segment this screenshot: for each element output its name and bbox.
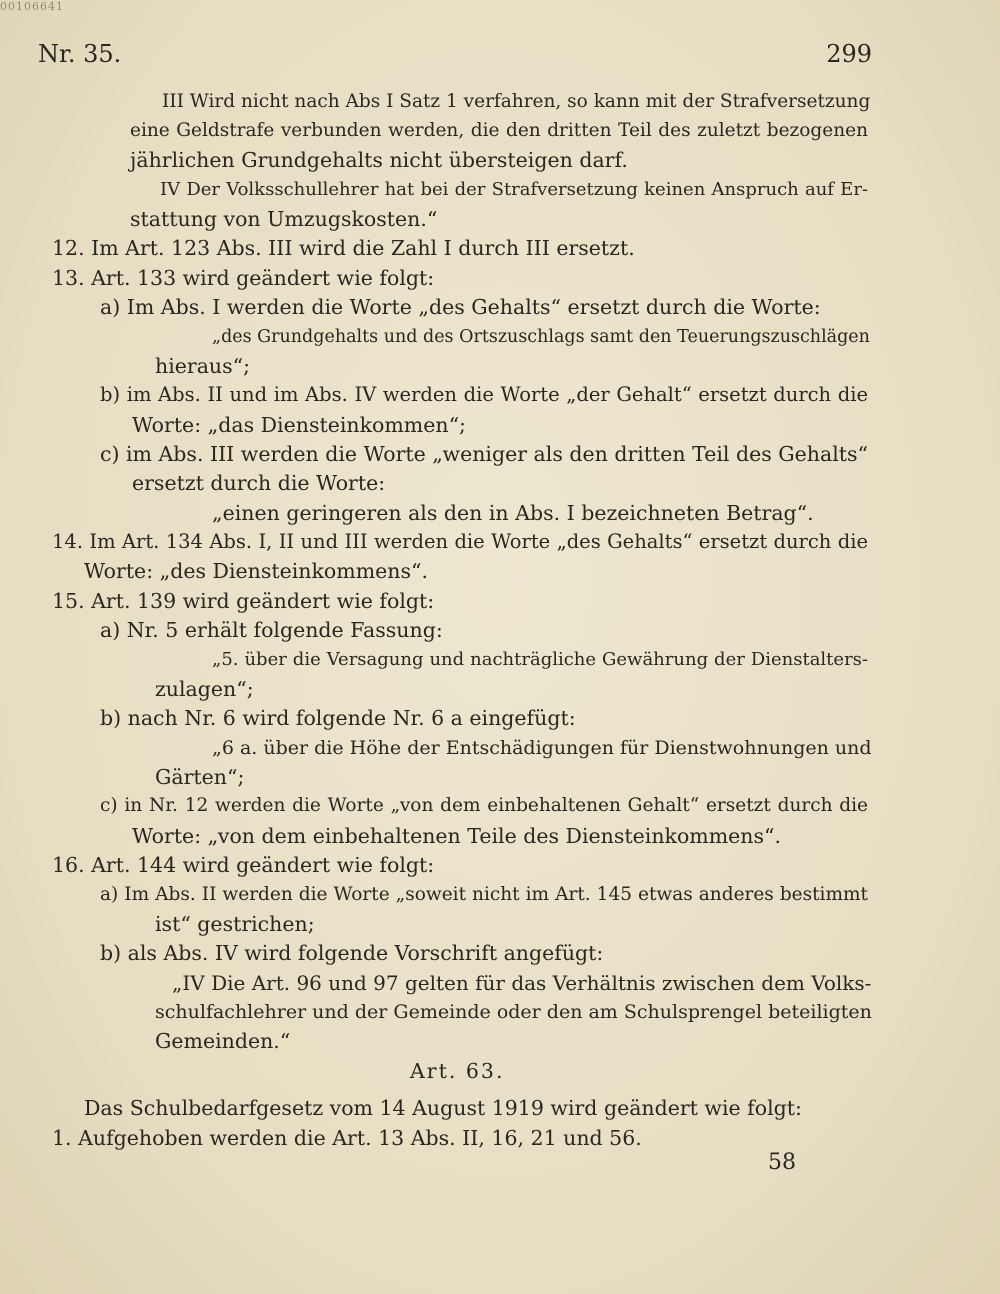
text-line: Worte: „das Diensteinkommen“; <box>132 413 466 437</box>
list-item-13: 13. Art. 133 wird geändert wie folgt: <box>52 266 435 290</box>
text-line: Gemeinden.“ <box>155 1029 291 1053</box>
text-line: III Wird nicht nach Abs I Satz 1 verfahren, so kann mit der Strafversetzung <box>162 91 871 112</box>
text-line: „5. über die Versagung und nachträgliche Gewährung der Dienstalters- <box>212 649 868 670</box>
signature-mark: 58 <box>768 1150 796 1175</box>
text-line: a) Nr. 5 erhält folgende Fassung: <box>100 618 443 642</box>
text-line: „einen geringeren als den in Abs. I bezeichneten Betrag“. <box>212 501 814 525</box>
text-line: b) als Abs. IV wird folgende Vorschrift angefügt: <box>100 941 604 965</box>
text-line: „des Grundgehalts und des Ortszuschlags samt den Teuerungszuschlägen <box>212 327 870 347</box>
text-line: b) im Abs. II und im Abs. IV werden die Worte „der Gehalt“ ersetzt durch die <box>100 383 868 406</box>
text-line: a) Im Abs. II werden die Worte „soweit nicht im Art. 145 etwas anderes bestimmt <box>100 884 868 905</box>
list-item-16: 16. Art. 144 wird geändert wie folgt: <box>52 853 435 877</box>
text-line: „IV Die Art. 96 und 97 gelten für das Verhältnis zwischen dem Volks- <box>172 971 872 995</box>
text-line: zulagen“; <box>155 677 254 701</box>
text-line: ist“ gestrichen; <box>155 912 315 936</box>
text-line: IV Der Volksschullehrer hat bei der Strafversetzung keinen Anspruch auf Er- <box>160 179 868 200</box>
text-line: „6 a. über die Höhe der Entschädigungen für Dienstwohnungen und <box>212 737 872 759</box>
text-line: Worte: „von dem einbehaltenen Teile des Diensteinkommens“. <box>132 824 782 848</box>
page-number: 299 <box>826 40 872 68</box>
text-line: schulfachlehrer und der Gemeinde oder den am Schulsprengel beteiligten <box>155 1001 872 1023</box>
text-line: hieraus“; <box>155 354 251 378</box>
text-line: c) in Nr. 12 werden die Worte „von dem einbehaltenen Gehalt“ ersetzt durch die <box>100 795 868 816</box>
text-line: ersetzt durch die Worte: <box>132 471 386 495</box>
text-line: a) Im Abs. I werden die Worte „des Gehalts“ ersetzt durch die Worte: <box>100 295 821 319</box>
issue-number: Nr. 35. <box>38 40 122 68</box>
text-line: Das Schulbedarfgesetz vom 14 August 1919 wird geändert wie folgt: <box>84 1096 802 1120</box>
list-item-12: 12. Im Art. 123 Abs. III wird die Zahl I durch III ersetzt. <box>52 236 635 260</box>
archive-stamp: 00106641 <box>0 0 64 13</box>
list-item-15: 15. Art. 139 wird geändert wie folgt: <box>52 589 435 613</box>
text-line: eine Geldstrafe verbunden werden, die den dritten Teil des zuletzt bezogenen <box>130 120 868 141</box>
text-line: jährlichen Grundgehalts nicht übersteigen darf. <box>130 148 628 172</box>
list-item-14: 14. Im Art. 134 Abs. I, II und III werden die Worte „des Gehalts“ ersetzt durch die <box>52 530 868 553</box>
text-line: Gärten“; <box>155 765 245 789</box>
text-line: Worte: „des Diensteinkommens“. <box>84 559 428 583</box>
text-line: c) im Abs. III werden die Worte „weniger als den dritten Teil des Gehalts“ <box>100 442 869 466</box>
list-item-1: 1. Aufgehoben werden die Art. 13 Abs. II, 16, 21 und 56. <box>52 1126 642 1150</box>
text-line: stattung von Umzugskosten.“ <box>130 207 438 231</box>
article-heading: Art. 63. <box>410 1059 505 1083</box>
text-line: b) nach Nr. 6 wird folgende Nr. 6 a eingefügt: <box>100 706 576 730</box>
